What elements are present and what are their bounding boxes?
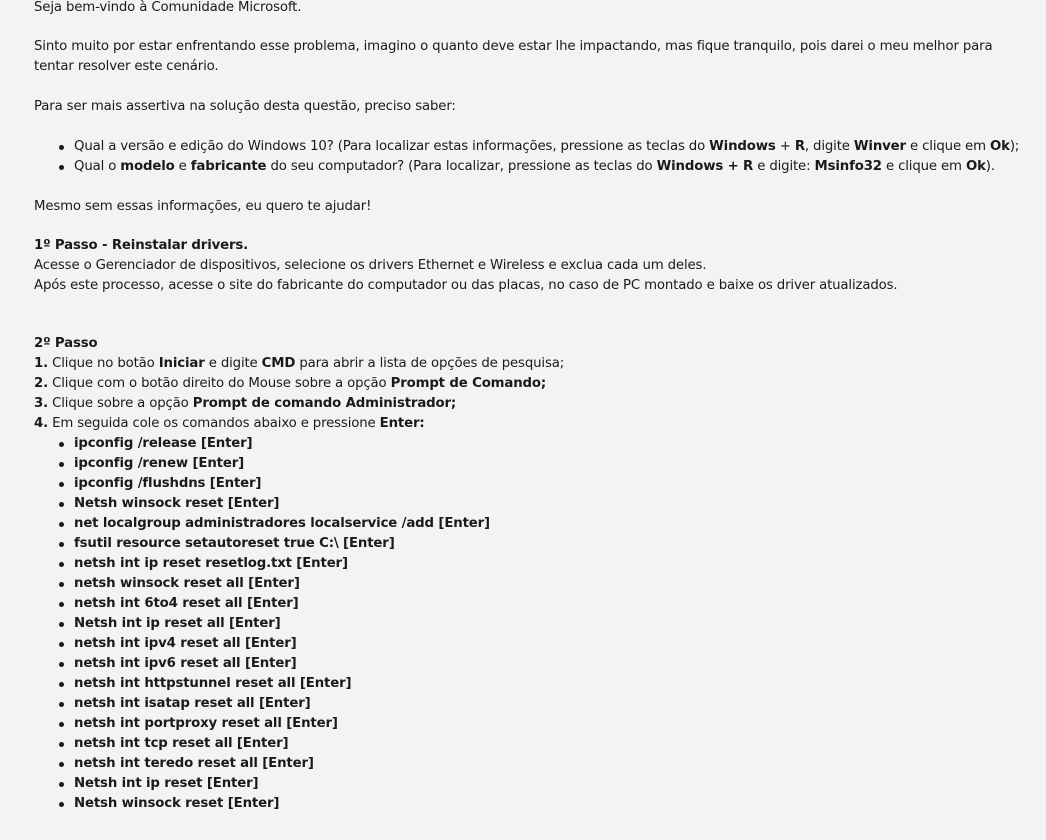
command-item: netsh int 6to4 reset all [Enter] [74, 594, 299, 614]
command-item: netsh int tcp reset all [Enter] [74, 734, 288, 754]
command-item: ipconfig /release [Enter] [74, 434, 252, 454]
command-item: netsh winsock reset all [Enter] [74, 574, 300, 594]
step2-instruction-1: 1. Clique no botão Iniciar e digite CMD para abrir a lista de opções de pesquisa; [34, 356, 565, 371]
command-item: netsh int httpstunnel reset all [Enter] [74, 674, 351, 694]
help-anyway-text: Mesmo sem essas informações, eu quero te ajudar! [34, 199, 372, 214]
command-item: Netsh winsock reset [Enter] [74, 494, 279, 514]
command-item: netsh int portproxy reset all [Enter] [74, 714, 338, 734]
step1-title: 1º Passo - Reinstalar drivers. [34, 238, 249, 253]
command-item: net localgroup administradores localservice /add [Enter] [74, 514, 490, 534]
command-item: Netsh int ip reset [Enter] [74, 774, 258, 794]
command-item: netsh int teredo reset all [Enter] [74, 754, 314, 774]
step2-instruction-2: 2. Clique com o botão direito do Mouse sobre a opção Prompt de Comando; [34, 376, 547, 391]
command-item: fsutil resource setautoreset true C:\ [Enter] [74, 534, 395, 554]
empathy-text-line-1: Sinto muito por estar enfrentando esse problema, imagino o quanto deve estar lhe impactando, mas fique tranquilo, pois darei o meu melhor para [34, 39, 993, 54]
greeting-text: Seja bem-vindo à Comunidade Microsoft. [34, 0, 302, 15]
step1-line-2: Após este processo, acesse o site do fabricante do computador ou das placas, no caso de PC montado e baixe os driver atualizados. [34, 278, 898, 293]
empathy-text-line-2: tentar resolver este cenário. [34, 59, 219, 74]
command-item: netsh int ip reset resetlog.txt [Enter] [74, 554, 348, 574]
command-item: netsh int ipv6 reset all [Enter] [74, 654, 297, 674]
command-item: ipconfig /flushdns [Enter] [74, 474, 261, 494]
step2-instruction-3: 3. Clique sobre a opção Prompt de comando Administrador; [34, 396, 457, 411]
command-item: Netsh winsock reset [Enter] [74, 794, 279, 814]
command-item: Netsh int ip reset all [Enter] [74, 614, 281, 634]
question-computer-model: Qual o modelo e fabricante do seu computador? (Para localizar, pressione as teclas do Windows + R e digite: Msinfo32 e clique em Ok). [74, 157, 995, 177]
command-item: netsh int isatap reset all [Enter] [74, 694, 311, 714]
intro-question-text: Para ser mais assertiva na solução desta questão, preciso saber: [34, 99, 456, 114]
step2-title: 2º Passo [34, 336, 98, 351]
question-windows-version: Qual a versão e edição do Windows 10? (Para localizar estas informações, pressione as teclas do Windows + R, digite Winver e clique em Ok); [74, 137, 1019, 157]
step1-line-1: Acesse o Gerenciador de dispositivos, selecione os drivers Ethernet e Wireless e exclua cada um deles. [34, 258, 707, 273]
command-item: ipconfig /renew [Enter] [74, 454, 244, 474]
command-item: netsh int ipv4 reset all [Enter] [74, 634, 297, 654]
step2-instruction-4: 4. Em seguida cole os comandos abaixo e pressione Enter: [34, 416, 425, 431]
